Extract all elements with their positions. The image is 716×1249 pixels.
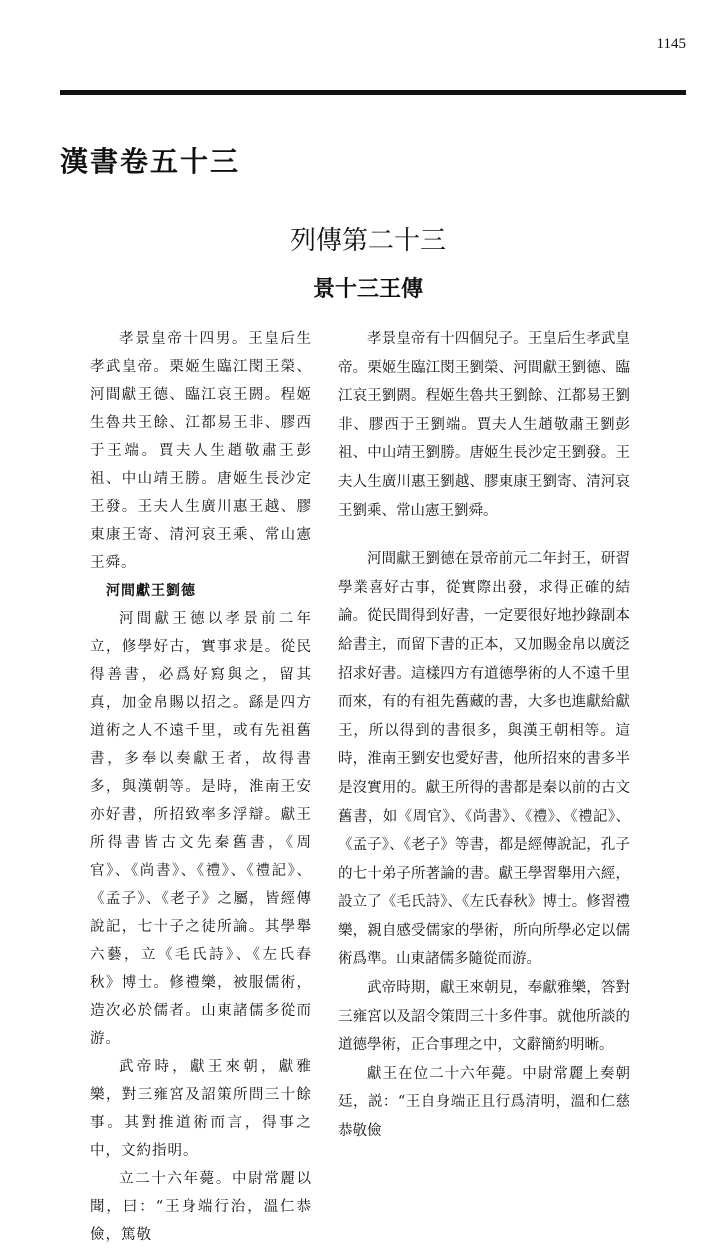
genealogy-paragraph: 孝景皇帝十四男。王皇后生孝武皇帝。栗姬生臨江閔王榮、河間獻王德、臨江哀王閼。程姬生魯共王餘、江都易王非、膠西于王端。賈夫人生趙敬肅王彭祖、中山靖王勝。唐姬生長沙定王發。王夫人生廣川惠王越、膠東康王寄、清河哀王乘、常山憲王舜。: [90, 331, 312, 571]
volume-title: 漢書卷五十三: [60, 145, 241, 178]
translation-paragraph: 河間獻王劉德在景帝前元二年封王，研習學業喜好古事，從實際出發，求得正確的結論。從民間得到好書，一定要很好地抄錄副本給書主，而留下書的正本，又加賜金帛以廣泛招求好書。這樣四方有道德學術的人不遠千里而來，有的有祖先舊藏的書，大多也進獻給獻王，所以得到的書很多，與漢王朝相等。這時，淮南王劉安也愛好書，他所招來的書多半是沒實用的。獻王所得的書都是秦以前的古文舊書，如《周官》、《尚書》、《禮》、《禮記》、《孟子》、《老子》等書，都是經傳說記，孔子的七十弟子所著論的書。獻王學習舉用六經，設立了《毛氏詩》、《左氏春秋》博士。修習禮樂，親自感受儒家的學術，所向所學必定以儒術爲準。山東諸儒多隨從而游。: [338, 551, 630, 968]
chapter-title: 列傳第二十三: [289, 226, 446, 256]
header-rule: [60, 90, 686, 95]
biography-paragraph: 立二十六年薨。中尉常麗以聞，曰：“王身端行治，溫仁恭儉，篤敬: [90, 1171, 312, 1243]
biography-title: 景十三王傳: [312, 277, 423, 302]
translation-paragraph: 武帝時期，獻王來朝見，奉獻雅樂，答對三雍宮以及詔令策問三十多件事。就他所談的道德學術，正合事理之中，文辭簡約明晰。: [338, 980, 630, 1054]
translation-paragraph: 獻王在位二十六年薨。中尉常麗上奏朝廷，説：“王自身端正且行爲清明，溫和仁慈恭敬儉: [338, 1065, 630, 1140]
classical-text-column: [90, 325, 312, 1249]
biography-paragraph: 武帝時，獻王來朝，獻雅樂，對三雍宮及詔策所問三十餘事。其對推道術而言，得事之中，文約指明。: [90, 1059, 312, 1159]
translation-column: [338, 325, 630, 1146]
biography-paragraph: 河間獻王德以孝景前二年立，修學好古，實事求是。從民得善書，必爲好寫與之，留其真，加金帛賜以招之。繇是四方道術之人不遠千里，或有先祖舊書，多奉以奏獻王者，故得書多，與漢朝等。是時，淮南王安亦好書，所招致率多浮辯。獻王所得書皆古文先秦舊書，《周官》、《尚書》、《禮》、《禮記》、《孟子》、《老子》之屬，皆經傳說記，七十子之徒所論。其學舉六藝，立《毛氏詩》、《左氏春秋》博士。修禮樂，被服儒術，造次必於儒者。山東諸儒多從而游。: [90, 611, 312, 1047]
page-number: 1145: [656, 36, 686, 52]
section-spacer: [338, 525, 630, 545]
section-heading-prince-de: 河間獻王劉德: [106, 583, 196, 599]
translation-paragraph: 孝景皇帝有十四個兒子。王皇后生孝武皇帝。栗姬生臨江閔王劉榮、河間獻王劉德、臨江哀王劉閼。程姬生魯共王劉餘、江都易王劉非、膠西于王劉端。賈夫人生趙敬肅王劉彭祖、中山靖王劉勝。唐姬生長沙定王劉發。王夫人生廣川惠王劉越、膠東康王劉寄、清河哀王劉乘、常山憲王劉舜。: [338, 331, 630, 519]
